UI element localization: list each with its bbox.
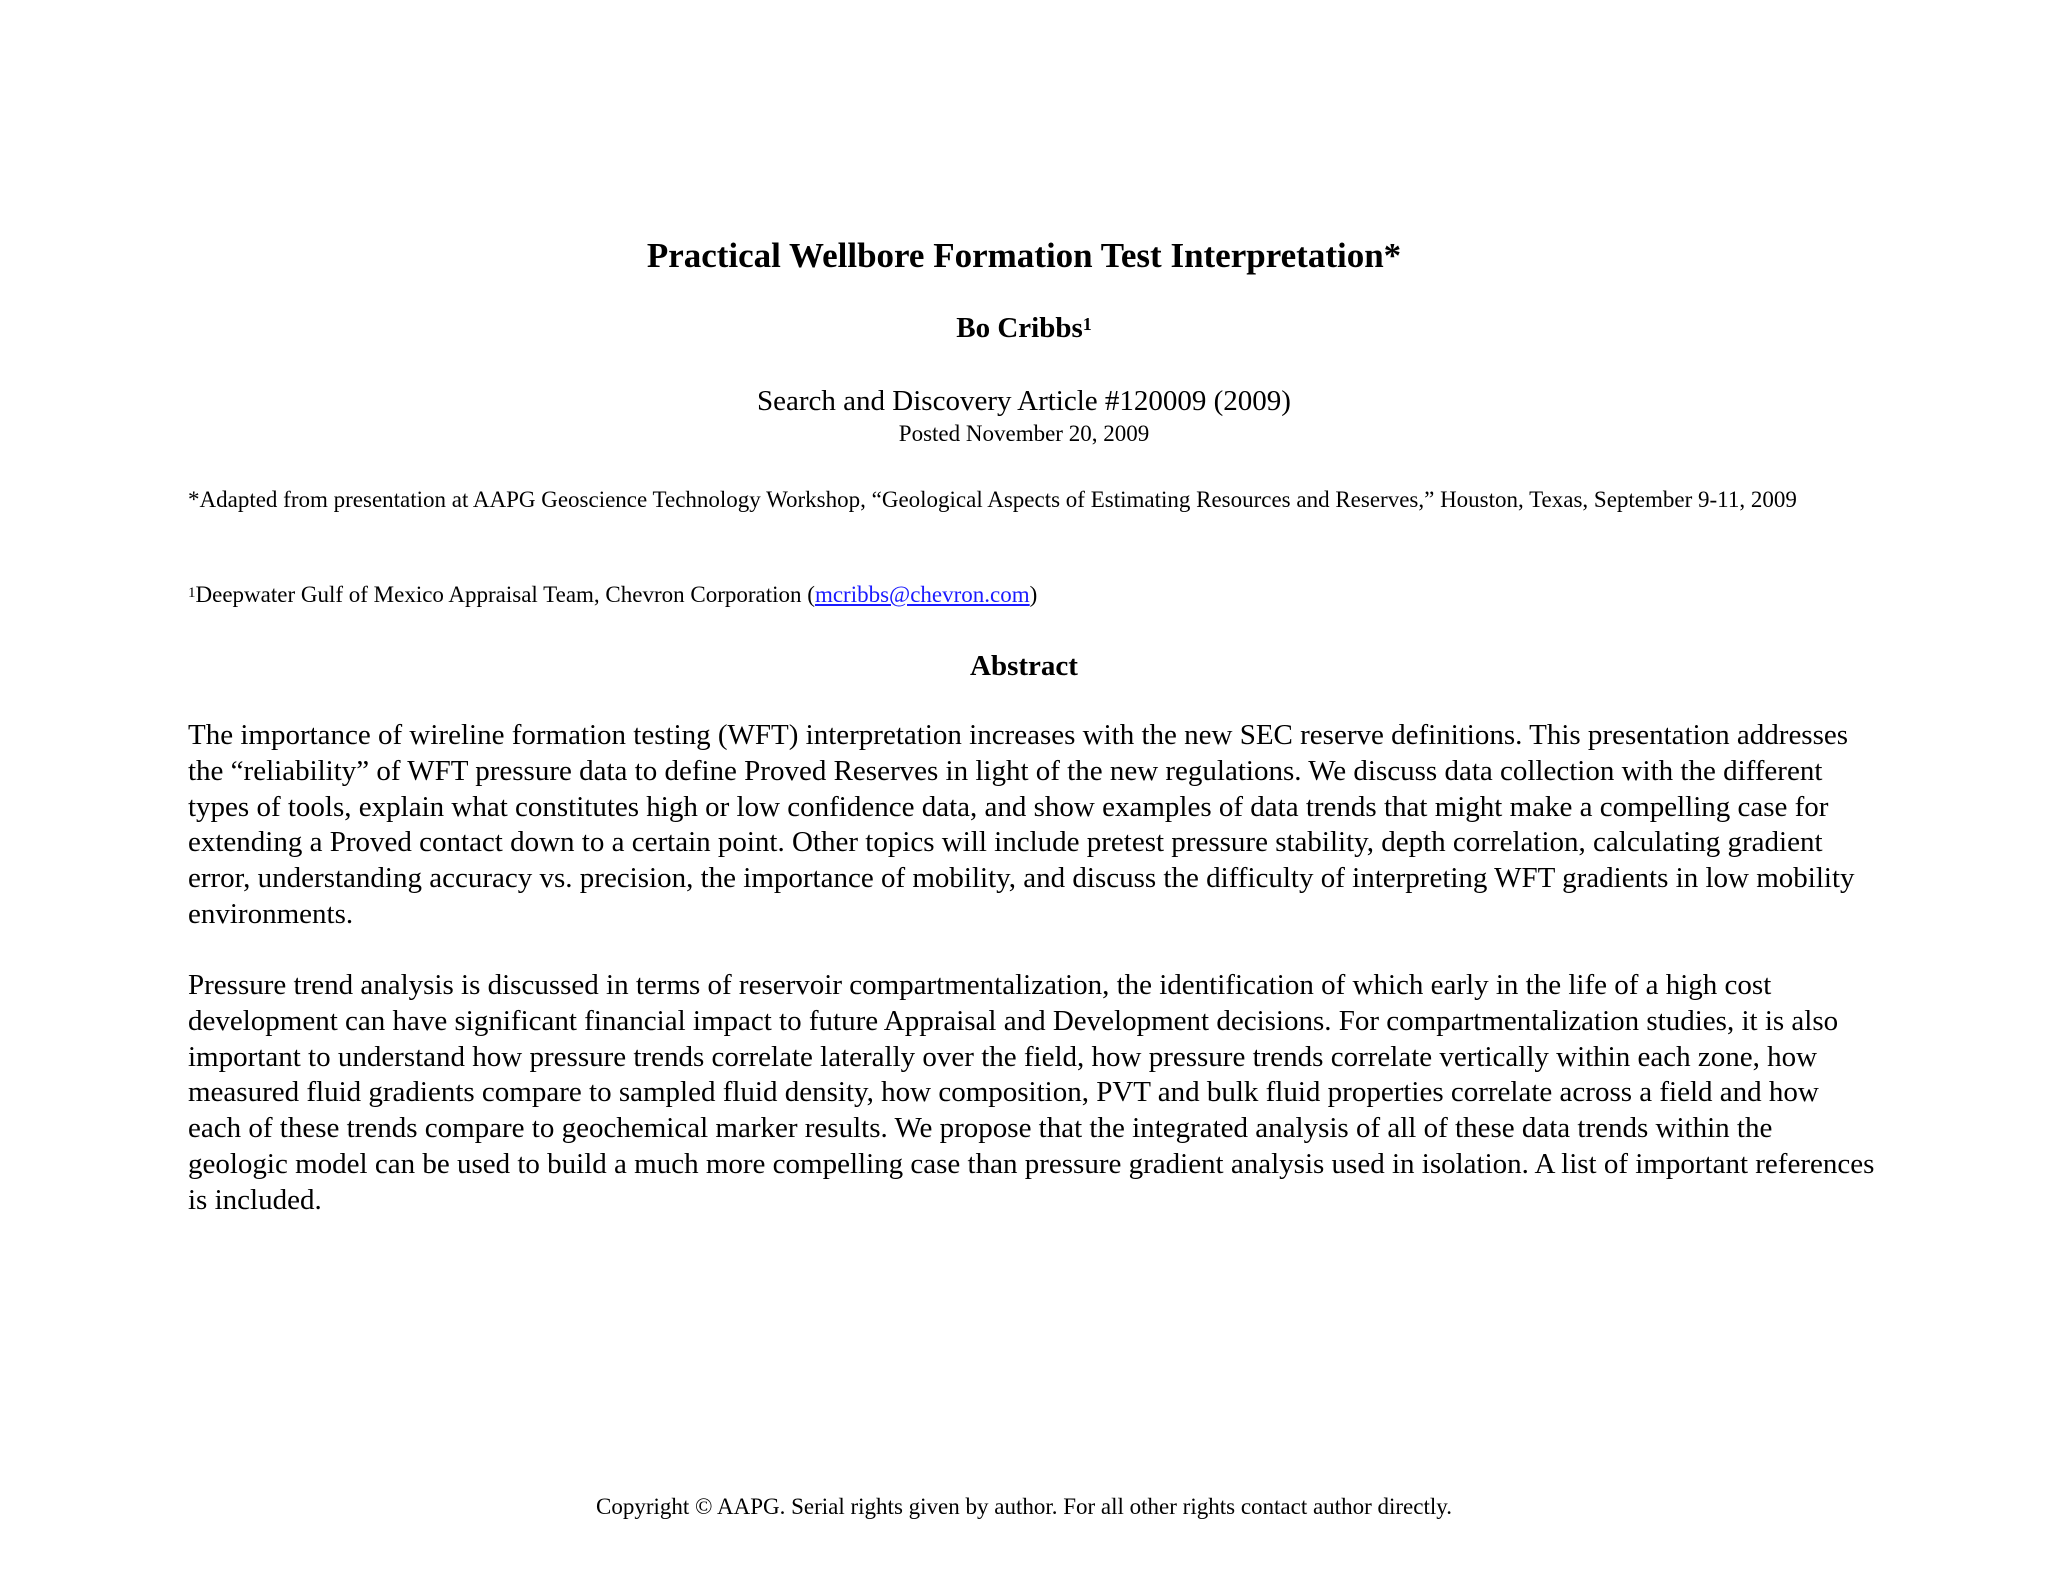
abstract-heading: Abstract [970, 650, 1078, 682]
article-number: Search and Discovery Article #120009 (2009) [757, 385, 1291, 417]
author-superscript: 1 [1082, 314, 1092, 334]
affiliation-close: ) [1029, 582, 1038, 607]
email-link[interactable]: mcribbs@chevron.com [814, 582, 1030, 607]
posted-date: Posted November 20, 2009 [898, 421, 1150, 446]
author-line [0, 310, 2048, 346]
affiliation-note [188, 580, 1888, 610]
author-name: Bo Cribbs [956, 312, 1083, 344]
affiliation-superscript: 1 [188, 585, 196, 601]
abstract-paragraph-2: Pressure trend analysis is discussed in terms of reservoir compartmentalization, the identification of which early in the life of a high cost development can have significant financial impact to future Appraisal and Development decisions. For compartmentalization studies, it is also important to understand how pressure trends correlate laterally over the field, how pressure trends correlate vertically within each zone, how measured fluid gradients compare to sampled fluid density, how composition, PVT and bulk fluid properties correlate across a field and how each of these trends compare to geochemical marker results. We propose that the integrated analysis of all of these data trends within the geologic model can be used to build a much more compelling case than pressure gradient analysis used in isolation. A list of important references is included. [188, 969, 1875, 1216]
affiliation-text: Deepwater Gulf of Mexico Appraisal Team, Chevron Corporation ( [195, 582, 815, 607]
copyright-footer: Copyright © AAPG. Serial rights given by author. For all other rights contact author directly. [596, 1494, 1452, 1519]
abstract-paragraph-1: The importance of wireline formation testing (WFT) interpretation increases with the new SEC reserve definitions. This presentation addresses the “reliability” of WFT pressure data to define Proved Reserves in light of the new regulations. We discuss data collection with the different types of tools, explain what constitutes high or low confidence data, and show examples of data trends that might make a compelling case for extending a Proved contact down to a certain point. Other topics will include pretest pressure stability, depth correlation, calculating gradient error, understanding accuracy vs. precision, the importance of mobility, and discuss the difficulty of interpreting WFT gradients in low mobility environments. [188, 719, 1855, 930]
paper-title: Practical Wellbore Formation Test Interpretation* [646, 236, 1402, 275]
adapted-note: *Adapted from presentation at AAPG Geoscience Technology Workshop, “Geological Aspects of Estimating Resources and Reserves,” Houston, Texas, September 9-11, 2009 [188, 487, 1797, 512]
